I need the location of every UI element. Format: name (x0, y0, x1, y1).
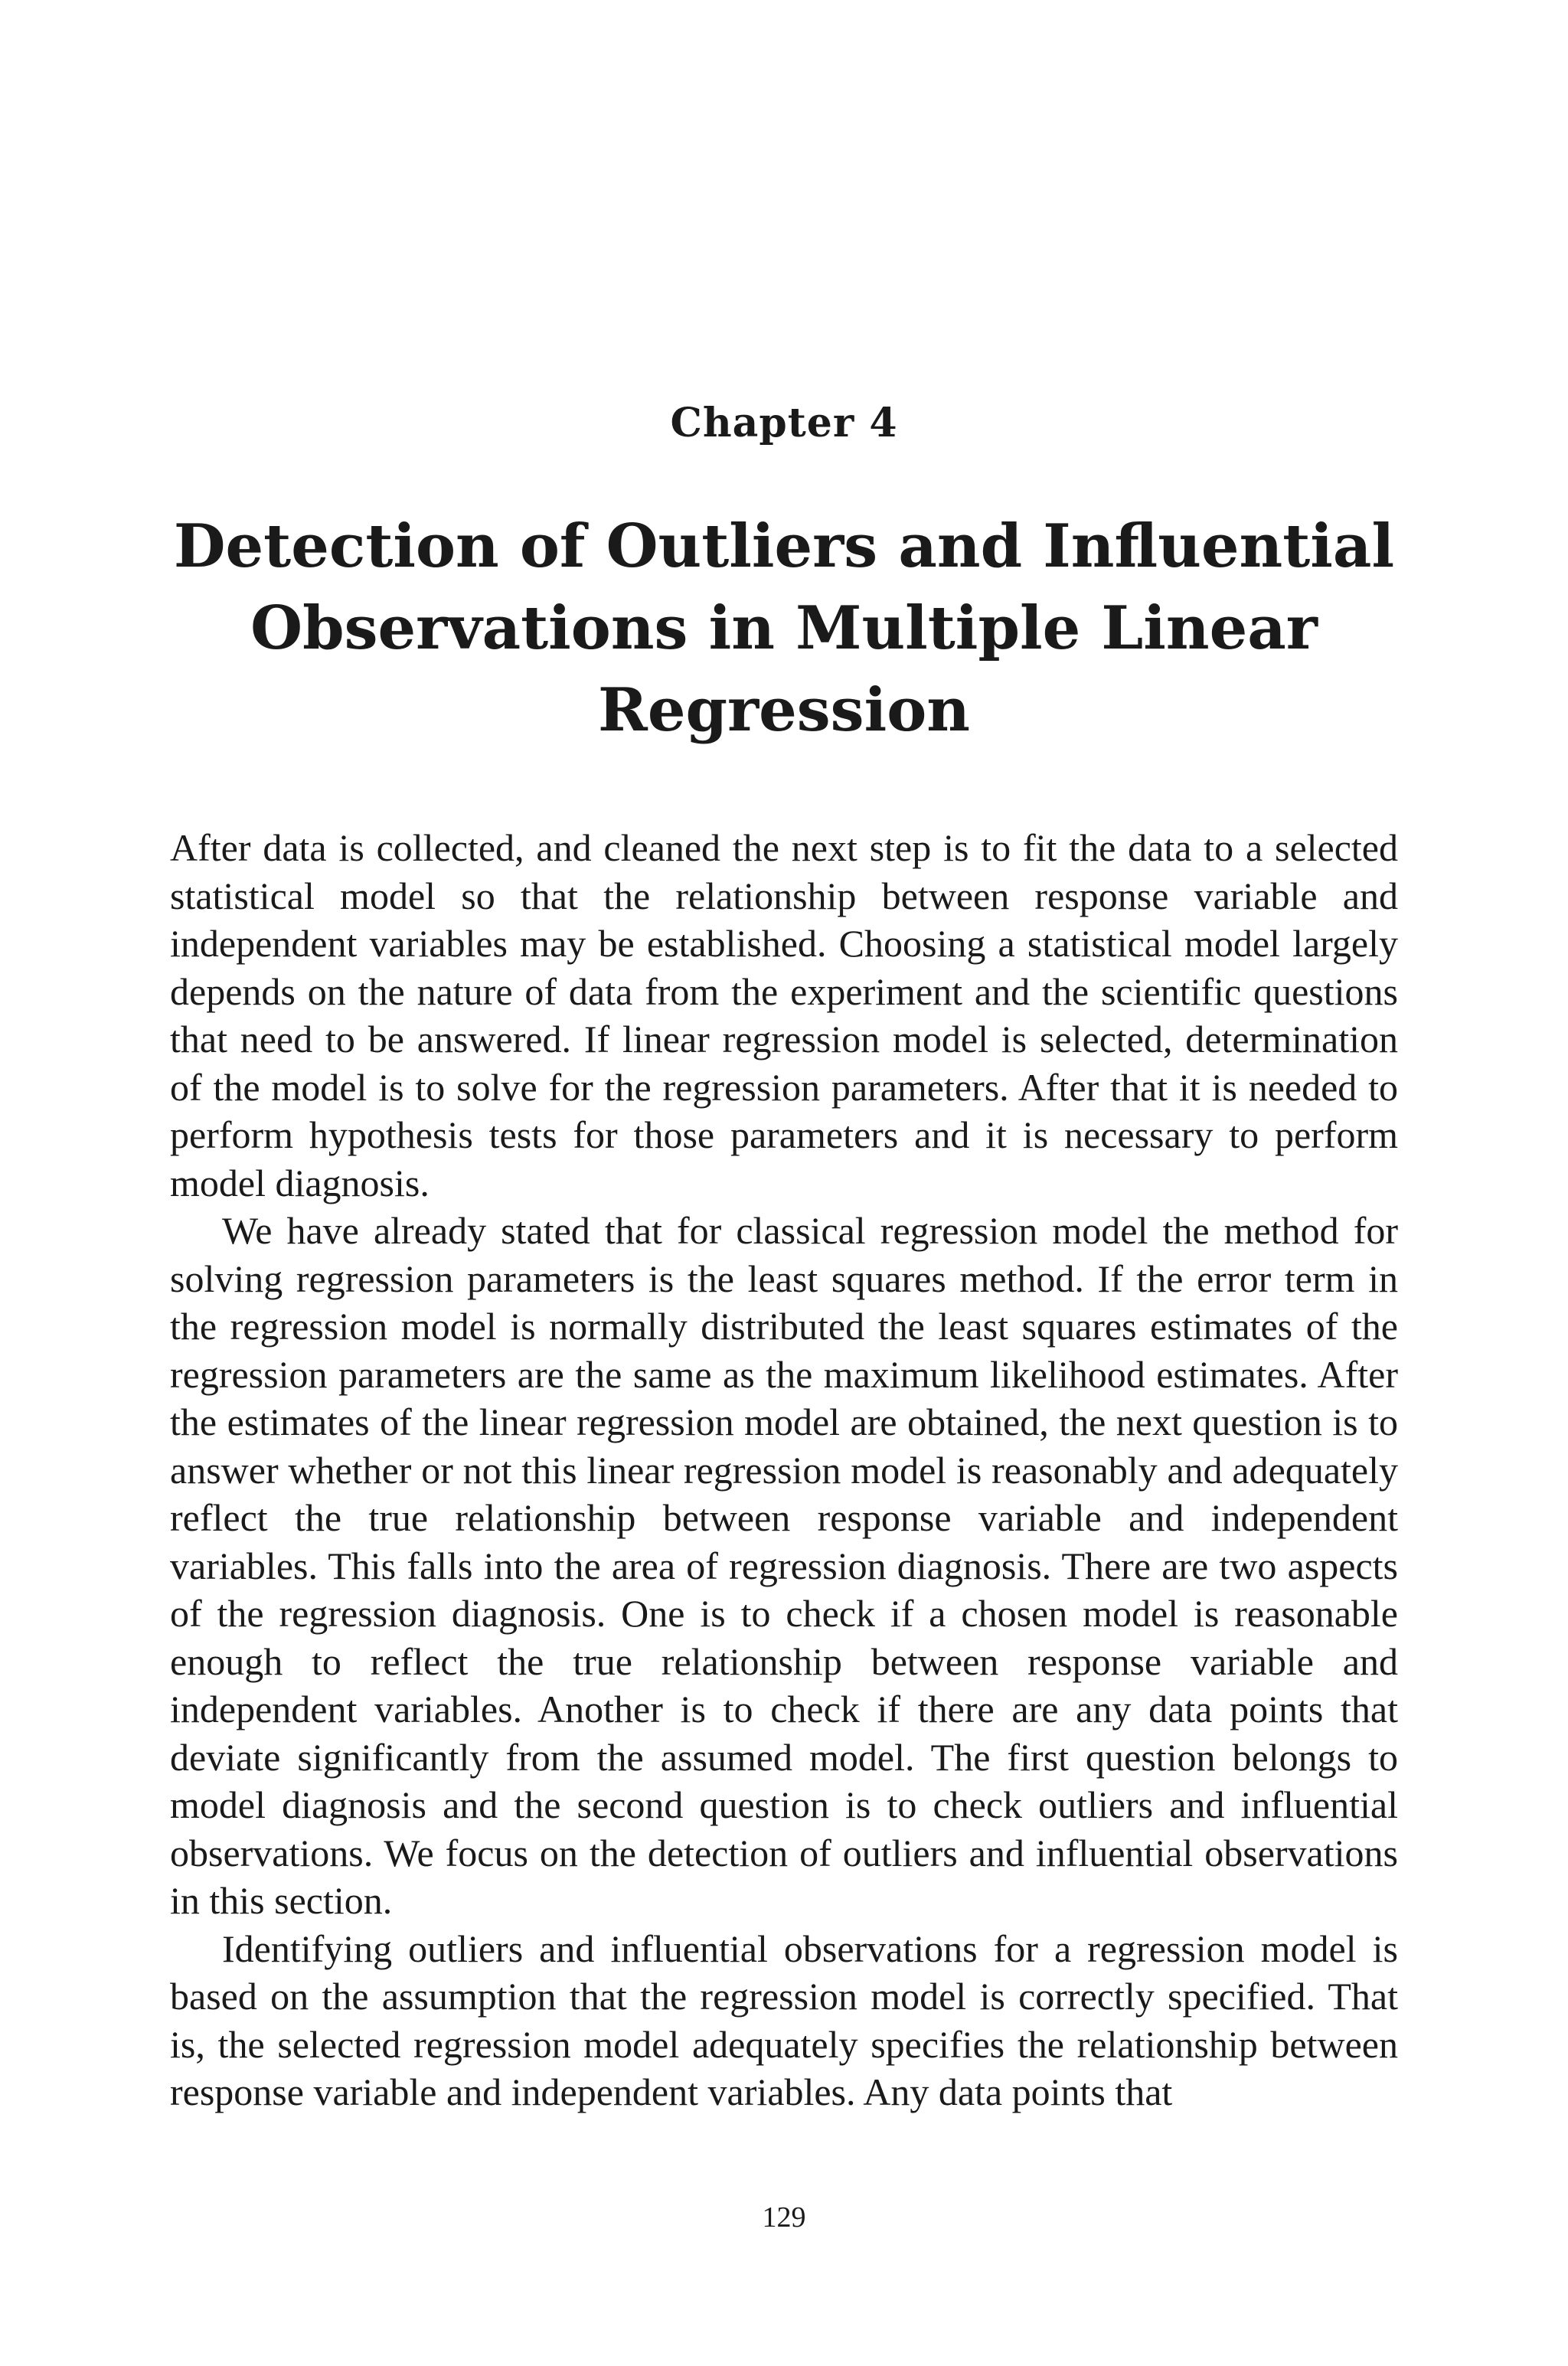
page-number: 129 (762, 2201, 806, 2234)
chapter-title: Detection of Outliers and Influential Observations in Multiple Linear Regression (173, 511, 1395, 745)
paragraph-2: We have already stated that for classical regression model the method for solving regression parameters is the least squares method. If the error term in the regression model is normally distributed the least squares estimates of the regression parameters are the same as the maximum likelihood estimates. After the estimates of the linear regression model are obtained, the next question is to answer whether or not this linear regression model is reasonably and adequately reflect the true relationship between response variable and independent variables. This falls into the area of regression diagnosis. There are two aspects of the regression diagnosis. One is to check if a chosen model is reasonable enough to reflect the true relationship between response variable and independent variables. Another is to check if there are any data points that deviate significantly from the assumed model. The first question belongs to model diagnosis and the second question is to check outliers and influential observations. We focus on the detection of outliers and influential observations in this section. (170, 1209, 1398, 1922)
body-text (170, 824, 1398, 2116)
paragraph-1: After data is collected, and cleaned the next step is to fit the data to a selected statistical model so that the relationship between response variable and independent variables may be established. Choosing a statistical model largely depends on the nature of data from the experiment and the scientific questions that need to be answered. If linear regression model is selected, determination of the model is to solve for the regression parameters. After that it is needed to perform hypothesis tests for those parameters and it is necessary to perform model diagnosis. (170, 826, 1398, 1204)
paragraph-3: Identifying outliers and influential observations for a regression model is based on the assumption that the regression model is correctly specified. That is, the selected regression model adequately specifies the relationship between response variable and independent variables. Any data points that (170, 1926, 1398, 2113)
chapter-label: Chapter 4 (670, 400, 898, 446)
